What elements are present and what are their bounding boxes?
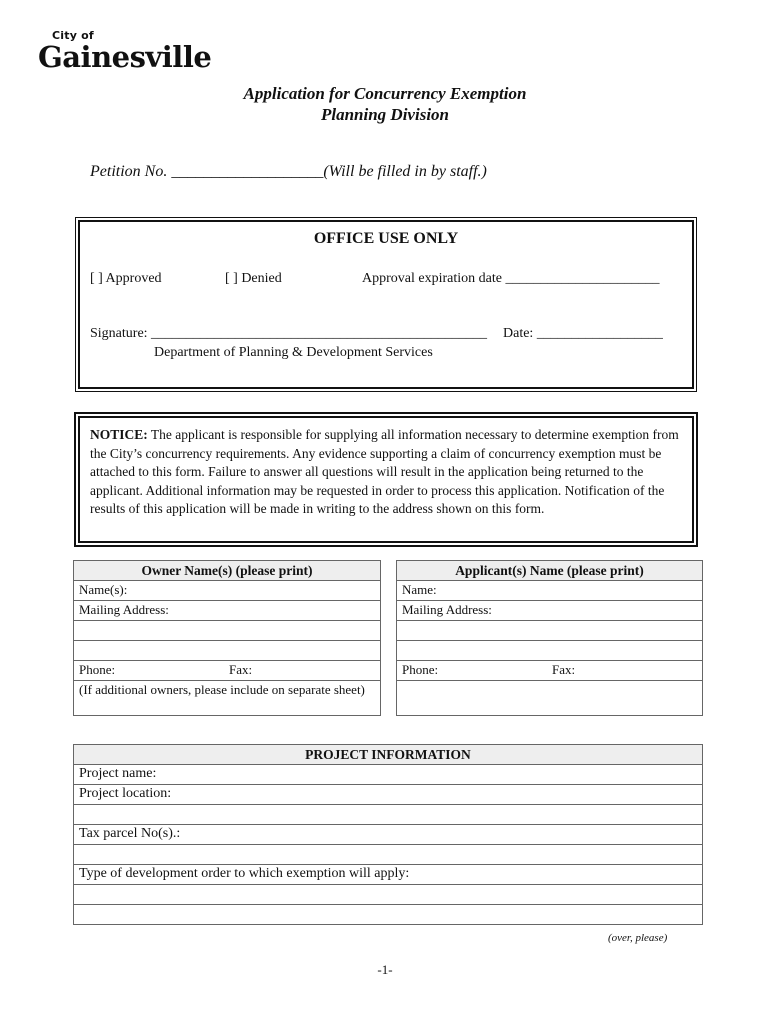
notice-text (90, 426, 680, 519)
over-please: (over, please) (608, 932, 668, 944)
denied-checkbox[interactable]: [ ] Denied (225, 271, 282, 286)
project-table (73, 744, 703, 925)
project-header: PROJECT INFORMATION (74, 745, 703, 765)
applicant-extra-row[interactable] (397, 681, 703, 716)
tax-parcel-field[interactable]: Tax parcel No(s).: (74, 825, 703, 845)
petition-number: Petition No. ___________________(Will be filled in by staff.) (90, 163, 487, 180)
applicant-name-field[interactable]: Name: (397, 581, 703, 601)
owner-phone-field[interactable]: Phone: (74, 661, 225, 681)
owner-note: (If additional owners, please include on separate sheet) (74, 681, 381, 716)
signature-field[interactable]: Signature: ________________________________________________ (90, 326, 488, 341)
development-type-line-2[interactable] (74, 885, 703, 905)
applicant-header: Applicant(s) Name (please print) (397, 561, 703, 581)
owner-name-field[interactable]: Name(s): (74, 581, 381, 601)
office-use-title: OFFICE USE ONLY (313, 230, 459, 247)
office-use-box (78, 220, 694, 389)
logo-gainesville: Gainesville (38, 40, 212, 74)
notice-box (78, 416, 694, 543)
page-number: -1- (377, 962, 393, 977)
applicant-mailing-field[interactable]: Mailing Address: (397, 601, 703, 621)
department-label: Department of Planning & Development Services (154, 345, 433, 360)
notice-label: NOTICE: (90, 427, 148, 442)
notice-body: The applicant is responsible for supplying all information necessary to determine exemption from the City’s concurrency requirements. Any evidence supporting a claim of concurrency exemption must be attached to this form. Failure to answer all questions will result in the application being returned to the applicant. Additional information may be requested in order to process this application. Notification of the results of this application will be made in writing to the address shown on this form. (90, 427, 679, 516)
applicant-mailing-line-3[interactable] (397, 641, 703, 661)
approval-expiration-field[interactable]: Approval expiration date ______________________ (362, 271, 660, 286)
owner-mailing-line-3[interactable] (74, 641, 381, 661)
applicant-fax-field[interactable]: Fax: (547, 661, 703, 681)
applicant-mailing-line-2[interactable] (397, 621, 703, 641)
owner-fax-field[interactable]: Fax: (224, 661, 381, 681)
development-type-field[interactable]: Type of development order to which exemption will apply: (74, 865, 703, 885)
development-type-line-3[interactable] (74, 905, 703, 925)
approved-checkbox[interactable]: [ ] Approved (90, 271, 162, 286)
project-location-field[interactable]: Project location: (74, 785, 703, 805)
owner-header: Owner Name(s) (please print) (74, 561, 381, 581)
logo-city-of: City of (52, 29, 94, 42)
form-title: Application for Concurrency Exemption (243, 84, 527, 103)
applicant-table (396, 560, 703, 716)
form-subtitle: Planning Division (320, 105, 449, 124)
tax-parcel-line-2[interactable] (74, 845, 703, 865)
applicant-phone-field[interactable]: Phone: (397, 661, 548, 681)
owner-mailing-line-2[interactable] (74, 621, 381, 641)
date-field[interactable]: Date: __________________ (503, 326, 663, 341)
project-location-line-2[interactable] (74, 805, 703, 825)
owner-mailing-field[interactable]: Mailing Address: (74, 601, 381, 621)
owner-table (73, 560, 381, 716)
project-name-field[interactable]: Project name: (74, 765, 703, 785)
